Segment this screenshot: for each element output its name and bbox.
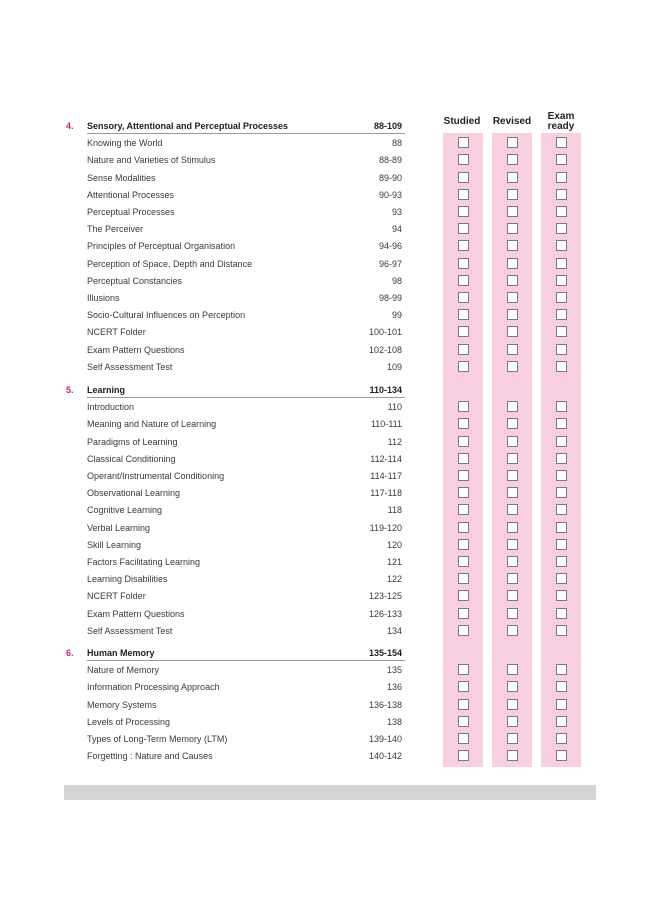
topic-title: Exam Pattern Questions (87, 345, 185, 355)
studied-checkbox[interactable] (458, 681, 469, 692)
topic-title: Attentional Processes (87, 190, 175, 200)
topic-pages: 136-138 (368, 700, 402, 710)
topic-pages: 89-90 (378, 173, 402, 183)
topic-row (0, 204, 660, 221)
revised-checkbox[interactable] (507, 436, 518, 447)
topic-row (0, 342, 660, 359)
topic-title: NCERT Folder (87, 327, 146, 337)
topic-row (0, 238, 660, 255)
topic-pages: 117-118 (370, 488, 402, 498)
topic-pages: 93 (391, 207, 402, 217)
topic-row (0, 662, 660, 679)
topic-pages: 120 (386, 540, 402, 550)
chapter-pages: 110-134 (369, 385, 402, 395)
chapter-heading-row (0, 645, 660, 662)
topic-row (0, 468, 660, 485)
chapter-underline (87, 660, 405, 661)
revised-checkbox[interactable] (507, 539, 518, 550)
studied-checkbox[interactable] (458, 453, 469, 464)
revised-checkbox[interactable] (507, 206, 518, 217)
revised-checkbox[interactable] (507, 699, 518, 710)
revised-column-header: Revised (492, 116, 532, 127)
topic-row (0, 731, 660, 748)
topic-row (0, 623, 660, 640)
topic-pages: 110 (387, 402, 402, 412)
topic-pages: 98-99 (378, 293, 402, 303)
topic-pages: 94-96 (378, 241, 402, 251)
topic-title: Information Processing Approach (87, 682, 220, 692)
chapter-number: 5. (66, 385, 74, 395)
revised-checkbox[interactable] (507, 716, 518, 727)
topic-title: Sense Modalities (87, 173, 156, 183)
exam-ready-checkbox[interactable] (556, 292, 567, 303)
topic-pages: 140-142 (368, 751, 402, 761)
studied-checkbox[interactable] (458, 223, 469, 234)
studied-checkbox[interactable] (458, 504, 469, 515)
exam-ready-checkbox[interactable] (556, 608, 567, 619)
exam-ready-checkbox[interactable] (556, 189, 567, 200)
topic-pages: 134 (386, 626, 402, 636)
chapter-title: Sensory, Attentional and Perceptual Processes (87, 121, 289, 131)
studied-checkbox[interactable] (458, 154, 469, 165)
revised-checkbox[interactable] (507, 292, 518, 303)
studied-checkbox[interactable] (458, 590, 469, 601)
topic-title: Principles of Perceptual Organisation (87, 241, 236, 251)
exam-ready-checkbox[interactable] (556, 206, 567, 217)
exam-ready-checkbox[interactable] (556, 137, 567, 148)
topic-row (0, 152, 660, 169)
studied-checkbox[interactable] (458, 292, 469, 303)
exam-ready-checkbox[interactable] (556, 573, 567, 584)
topic-pages: 123-125 (368, 591, 402, 601)
topic-title: Perceptual Constancies (87, 276, 183, 286)
chapter-pages: 135-154 (368, 648, 402, 658)
topic-row (0, 187, 660, 204)
revised-checkbox[interactable] (507, 154, 518, 165)
exam-ready-checkbox[interactable] (556, 344, 567, 355)
topic-row (0, 697, 660, 714)
studied-checkbox[interactable] (458, 436, 469, 447)
topic-title: Learning Disabilities (87, 574, 168, 584)
revised-checkbox[interactable] (507, 361, 518, 372)
topic-row (0, 714, 660, 731)
topic-title: Cognitive Learning (87, 505, 163, 515)
topic-pages: 88 (391, 138, 402, 148)
topic-pages: 98 (391, 276, 402, 286)
revised-checkbox[interactable] (507, 573, 518, 584)
studied-checkbox[interactable] (458, 608, 469, 619)
topic-title: Forgetting : Nature and Causes (87, 751, 213, 761)
topic-pages: 110-111 (370, 419, 402, 429)
revised-checkbox[interactable] (507, 344, 518, 355)
revised-checkbox[interactable] (507, 522, 518, 533)
revised-checkbox[interactable] (507, 137, 518, 148)
topic-pages: 102-108 (368, 345, 402, 355)
chapter-underline (87, 133, 405, 134)
exam-ready-checkbox[interactable] (556, 664, 567, 675)
topic-pages: 96-97 (378, 259, 402, 269)
exam-ready-checkbox[interactable] (556, 258, 567, 269)
chapter-number: 4. (66, 121, 74, 131)
topic-title: Self Assessment Test (87, 362, 173, 372)
topic-row (0, 748, 660, 765)
topic-title: Classical Conditioning (87, 454, 176, 464)
studied-checkbox[interactable] (458, 401, 469, 412)
topic-title: Memory Systems (87, 700, 157, 710)
exam-ready-checkbox[interactable] (556, 699, 567, 710)
studied-checkbox[interactable] (458, 470, 469, 481)
exam-ready-header-line2: ready (547, 121, 575, 132)
topic-pages: 139-140 (368, 734, 402, 744)
exam-ready-checkbox[interactable] (556, 625, 567, 636)
exam-ready-checkbox[interactable] (556, 223, 567, 234)
topic-title: Self Assessment Test (87, 626, 173, 636)
topic-title: Socio-Cultural Influences on Perception (87, 310, 246, 320)
studied-checkbox[interactable] (458, 487, 469, 498)
topic-title: Operant/Instrumental Conditioning (87, 471, 225, 481)
topic-row (0, 451, 660, 468)
studied-checkbox[interactable] (458, 137, 469, 148)
exam-ready-checkbox[interactable] (556, 590, 567, 601)
revised-checkbox[interactable] (507, 223, 518, 234)
exam-ready-checkbox[interactable] (556, 361, 567, 372)
revised-checkbox[interactable] (507, 453, 518, 464)
studied-checkbox[interactable] (458, 344, 469, 355)
revised-checkbox[interactable] (507, 556, 518, 567)
studied-checkbox[interactable] (458, 189, 469, 200)
topic-title: Observational Learning (87, 488, 181, 498)
topic-pages: 109 (386, 362, 402, 372)
topic-pages: 136 (386, 682, 402, 692)
topic-row (0, 290, 660, 307)
topic-title: Illusions (87, 293, 120, 303)
studied-checkbox[interactable] (458, 556, 469, 567)
topic-pages: 126-133 (368, 609, 402, 619)
topic-title: Paradigms of Learning (87, 437, 178, 447)
revised-checkbox[interactable] (507, 608, 518, 619)
exam-ready-checkbox[interactable] (556, 154, 567, 165)
footer-bar (64, 785, 596, 800)
exam-ready-checkbox[interactable] (556, 750, 567, 761)
topic-row (0, 679, 660, 696)
topic-pages: 118 (387, 505, 402, 515)
chapter-title: Learning (87, 385, 126, 395)
topic-title: Perceptual Processes (87, 207, 175, 217)
topic-row (0, 571, 660, 588)
topic-row (0, 485, 660, 502)
studied-checkbox[interactable] (458, 625, 469, 636)
topic-title: Meaning and Nature of Learning (87, 419, 217, 429)
topic-pages: 119-120 (369, 523, 402, 533)
chapter-title: Human Memory (87, 648, 155, 658)
exam-ready-checkbox[interactable] (556, 487, 567, 498)
chapter-number: 6. (66, 648, 74, 658)
chapter-underline (87, 397, 405, 398)
topic-row (0, 416, 660, 433)
topic-pages: 112 (387, 437, 402, 447)
exam-ready-checkbox[interactable] (556, 716, 567, 727)
studied-checkbox[interactable] (458, 275, 469, 286)
revised-checkbox[interactable] (507, 326, 518, 337)
topic-title: Perception of Space, Depth and Distance (87, 259, 253, 269)
topic-title: Introduction (87, 402, 135, 412)
topic-pages: 135 (386, 665, 402, 675)
revised-checkbox[interactable] (507, 681, 518, 692)
chapter-heading-row (0, 118, 660, 135)
studied-column-header: Studied (443, 116, 481, 127)
topic-pages: 100-101 (368, 327, 402, 337)
studied-checkbox[interactable] (458, 716, 469, 727)
topic-pages: 121 (386, 557, 402, 567)
topic-row (0, 434, 660, 451)
studied-checkbox[interactable] (458, 326, 469, 337)
topic-title: The Perceiver (87, 224, 144, 234)
revised-checkbox[interactable] (507, 664, 518, 675)
topic-title: Exam Pattern Questions (87, 609, 185, 619)
studied-checkbox[interactable] (458, 418, 469, 429)
topic-title: Skill Learning (87, 540, 142, 550)
studied-checkbox[interactable] (458, 361, 469, 372)
exam-ready-checkbox[interactable] (556, 172, 567, 183)
topic-row (0, 135, 660, 152)
exam-ready-header-line1: Exam (547, 111, 575, 122)
exam-ready-checkbox[interactable] (556, 326, 567, 337)
studied-checkbox[interactable] (458, 522, 469, 533)
topic-row (0, 520, 660, 537)
exam-ready-checkbox[interactable] (556, 453, 567, 464)
topic-pages: 94 (391, 224, 402, 234)
topic-pages: 99 (391, 310, 402, 320)
exam-ready-checkbox[interactable] (556, 436, 567, 447)
topic-title: Verbal Learning (87, 523, 151, 533)
topic-title: Knowing the World (87, 138, 163, 148)
exam-ready-checkbox[interactable] (556, 401, 567, 412)
topic-row (0, 588, 660, 605)
revised-checkbox[interactable] (507, 504, 518, 515)
exam-ready-checkbox[interactable] (556, 275, 567, 286)
studied-checkbox[interactable] (458, 699, 469, 710)
revised-checkbox[interactable] (507, 401, 518, 412)
studied-checkbox[interactable] (458, 240, 469, 251)
topic-row (0, 256, 660, 273)
revised-checkbox[interactable] (507, 172, 518, 183)
exam-ready-checkbox[interactable] (556, 470, 567, 481)
chapter-heading-row (0, 382, 660, 399)
revised-checkbox[interactable] (507, 189, 518, 200)
revised-checkbox[interactable] (507, 750, 518, 761)
topic-title: Levels of Processing (87, 717, 171, 727)
topic-row (0, 606, 660, 623)
revised-checkbox[interactable] (507, 625, 518, 636)
exam-ready-checkbox[interactable] (556, 539, 567, 550)
chapter-pages: 88-109 (373, 121, 402, 131)
exam-ready-checkbox[interactable] (556, 681, 567, 692)
topic-row (0, 307, 660, 324)
topic-pages: 90-93 (378, 190, 402, 200)
topic-pages: 112-114 (370, 454, 402, 464)
topic-row (0, 359, 660, 376)
revised-checkbox[interactable] (507, 733, 518, 744)
exam-ready-checkbox[interactable] (556, 733, 567, 744)
studied-checkbox[interactable] (458, 258, 469, 269)
exam-ready-checkbox[interactable] (556, 240, 567, 251)
exam-ready-checkbox[interactable] (556, 309, 567, 320)
exam-ready-checkbox[interactable] (556, 418, 567, 429)
revised-checkbox[interactable] (507, 470, 518, 481)
revised-checkbox[interactable] (507, 240, 518, 251)
topic-title: NCERT Folder (87, 591, 146, 601)
studied-checkbox[interactable] (458, 573, 469, 584)
studied-checkbox[interactable] (458, 733, 469, 744)
topic-pages: 138 (386, 717, 402, 727)
topic-pages: 114-117 (370, 471, 402, 481)
exam-ready-checkbox[interactable] (556, 556, 567, 567)
topic-row (0, 170, 660, 187)
studied-checkbox[interactable] (458, 172, 469, 183)
topic-pages: 88-89 (378, 155, 402, 165)
topic-pages: 122 (386, 574, 402, 584)
studied-checkbox[interactable] (458, 539, 469, 550)
studied-checkbox[interactable] (458, 750, 469, 761)
topic-row (0, 502, 660, 519)
studied-checkbox[interactable] (458, 664, 469, 675)
studied-checkbox[interactable] (458, 309, 469, 320)
topic-row (0, 554, 660, 571)
exam-ready-checkbox[interactable] (556, 522, 567, 533)
topic-title: Nature of Memory (87, 665, 160, 675)
revised-checkbox[interactable] (507, 590, 518, 601)
revised-checkbox[interactable] (507, 309, 518, 320)
revised-checkbox[interactable] (507, 418, 518, 429)
revised-checkbox[interactable] (507, 487, 518, 498)
topic-title: Types of Long-Term Memory (LTM) (87, 734, 228, 744)
topic-row (0, 273, 660, 290)
topic-row (0, 399, 660, 416)
topic-row (0, 221, 660, 238)
revised-checkbox[interactable] (507, 258, 518, 269)
topic-title: Nature and Varieties of Stimulus (87, 155, 216, 165)
topic-row (0, 537, 660, 554)
revised-checkbox[interactable] (507, 275, 518, 286)
exam-ready-checkbox[interactable] (556, 504, 567, 515)
studied-checkbox[interactable] (458, 206, 469, 217)
topic-title: Factors Facilitating Learning (87, 557, 201, 567)
topic-row (0, 324, 660, 341)
